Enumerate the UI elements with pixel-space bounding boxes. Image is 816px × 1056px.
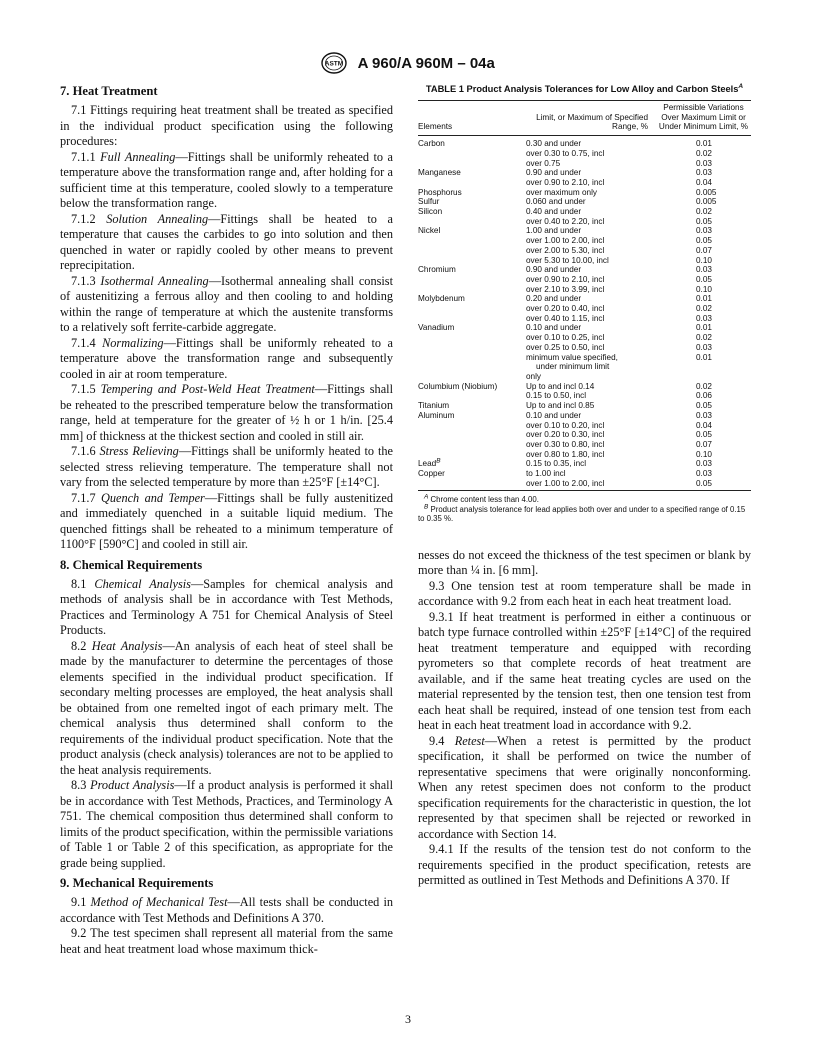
cell-limit: over 2.10 to 3.99, incl [526, 284, 605, 294]
cell-element [418, 314, 526, 324]
section-7-heading: 7. Heat Treatment [60, 84, 158, 98]
cell-limit: 0.20 and under [526, 294, 582, 304]
table-row [418, 372, 751, 382]
paragraph-9-3-1: 9.3.1 If heat treatment is performed in either a continuous or batch type furnace controlled within ±25°F [±14°C] of the required heat treatment temperature and equipped with recording pyrometers so that complete records of heat treatment are available, and if the same heat treating cycles are used on the material represented by the tension test, then one tension test from each heat shall be required, instead of one tension test from each heat in each heat treatment load in accordance with 9.2. [418, 609, 751, 733]
cell-element [418, 362, 526, 372]
cell-limit: Up to and incl 0.14 [526, 381, 595, 391]
cell-variation: 0.02 [696, 207, 712, 217]
paragraph-7-1-5: 7.1.5 Tempering and Post-Weld Heat Treatment—Fittings shall be reheated to the prescribed temperature below the transformation range, held at temperature for the greater of ½ h or 1 h/in. [25.4 mm] of thickness at the thickest section and cooled in still air. [60, 382, 393, 443]
cell-variation: 0.01 [696, 294, 712, 304]
section-8-heading: 8. Chemical Requirements [60, 557, 203, 572]
table-row [418, 168, 751, 178]
cell-limit: over 0.10 to 0.25, incl [526, 333, 605, 343]
table-row [418, 323, 751, 333]
cell-variation: 0.03 [696, 265, 712, 275]
document-id: A 960/A 960M – 04a [357, 54, 495, 72]
cell-element [418, 430, 526, 440]
cell-limit: 0.060 and under [526, 197, 586, 207]
cell-element [418, 149, 526, 159]
cell-variation: 0.01 [696, 352, 712, 362]
cell-variation: 0.01 [696, 139, 712, 149]
paragraph-7-1-2: 7.1.2 Solution Annealing—Fittings shall be heated to a temperature that causes the carbides to go into solution and then quenched in water or rapidly cooled by other means to prevent reprecipitation. [60, 211, 393, 272]
document-header [0, 52, 816, 74]
table-row [418, 391, 751, 401]
table-row [418, 440, 751, 450]
page-number: 3 [405, 1012, 411, 1026]
cell-element [418, 372, 526, 382]
table-row [418, 304, 751, 314]
cell-limit: Up to and incl 0.85 [526, 401, 595, 411]
cell-limit: 0.90 and under [526, 265, 582, 275]
cell-variation [656, 372, 751, 382]
cell-variation: 0.03 [696, 469, 712, 479]
paragraph-8-2: 8.2 Heat Analysis—An analysis of each heat of steel shall be made by the manufacturer to determine the percentages of those elements specified in the individual product specification. If secondary melting processes are employed, the heat analysis shall be obtained from one remelted ingot of each primary melt. The chemical analysis thus determined shall conform to the requirements of the individual product specification. Note that the product analysis (check analysis) tolerances are not to be applied to the heat analysis requirements. [60, 638, 393, 777]
cell-variation: 0.10 [696, 449, 712, 459]
table-row [418, 430, 751, 440]
cell-limit: under minimum limit [536, 362, 610, 372]
svg-text:ASTM: ASTM [324, 60, 344, 68]
cell-variation: 0.03 [696, 342, 712, 352]
cell-element: Sulfur [418, 197, 440, 207]
cell-variation: 0.10 [696, 284, 712, 294]
table-row [418, 149, 751, 159]
table-row [418, 343, 751, 353]
table-row [418, 314, 751, 324]
table-row [418, 236, 751, 246]
footnote-marker: B [436, 457, 441, 465]
cell-limit: over 1.00 to 2.00, incl [526, 479, 656, 491]
cell-limit: over 2.00 to 5.30, incl [526, 245, 605, 255]
table-footnotes [418, 495, 751, 524]
cell-limit: only [526, 371, 542, 381]
cell-limit: 0.10 and under [526, 410, 582, 420]
cell-element: Columbium (Niobium) [418, 381, 498, 391]
cell-limit: 0.30 and under [526, 139, 582, 149]
table-row [418, 178, 751, 188]
cell-variation: 0.03 [696, 313, 712, 323]
cell-limit: 1.00 and under [526, 226, 582, 236]
footnote-b: $^B$ Product analysis tolerance for lead applies both over and under to a specified range of 0.15 to 0.35 %. [418, 503, 746, 524]
cell-variation: 0.05 [696, 236, 712, 246]
cell-element: Nickel [418, 226, 441, 236]
cell-limit: over 0.90 to 2.10, incl [526, 274, 605, 284]
cell-limit: minimum value specified, [526, 352, 618, 362]
table-row [418, 450, 751, 460]
cell-element [418, 304, 526, 314]
table-row [418, 459, 751, 469]
cell-element [418, 391, 526, 401]
cell-element [418, 459, 526, 469]
table-row [418, 294, 751, 304]
cell-variation: 0.005 [696, 187, 717, 197]
paragraph-9-1: 9.1 Method of Mechanical Test—All tests shall be conducted in accordance with Test Methods and Definitions A 370. [60, 895, 394, 925]
table-row [418, 256, 751, 266]
cell-variation: 0.02 [696, 333, 712, 343]
cell-element [418, 256, 526, 266]
paragraph-8-3: 8.3 Product Analysis—If a product analysis is performed it shall be in accordance with Test Methods, Practices, and Terminology A 751. The chemical composition thus determined shall conform to limits of the product specification, within the permissible variations of Table 1 or Table 2 of this specification, as appropriate for the grade being supplied. [60, 778, 393, 870]
table-row [418, 401, 751, 411]
cell-variation: 0.02 [696, 304, 712, 314]
table-row [418, 362, 751, 372]
cell-limit: over 0.80 to 1.80, incl [526, 449, 605, 459]
paragraph-9-2-continued: nesses do not exceed the thickness of the test specimen or blank by more than ¼ in. [6 mm]. [418, 547, 751, 578]
cell-variation: 0.02 [696, 148, 712, 158]
paragraph-8-1: 8.1 Chemical Analysis—Samples for chemical analysis and methods of analysis shall be in accordance with Test Methods, Practices and Terminology A 751 for Chemical Analysis of Steel Products. [60, 576, 393, 637]
header-limit: Limit, or Maximum of Specified Range, % [526, 101, 656, 136]
cell-variation: 0.07 [696, 439, 712, 449]
table-row [418, 207, 751, 217]
table-row [418, 246, 751, 256]
cell-variation: 0.05 [696, 430, 712, 440]
cell-element-text: Lead [418, 459, 437, 469]
left-column [60, 84, 393, 957]
table-row [418, 188, 751, 198]
cell-variation: 0.03 [696, 459, 712, 469]
cell-variation: 0.005 [696, 197, 717, 207]
cell-element [418, 343, 526, 353]
cell-limit: over 0.40 to 2.20, incl [526, 216, 605, 226]
cell-variation: 0.03 [696, 226, 712, 236]
table-row [418, 411, 751, 421]
table-row [418, 217, 751, 227]
cell-element [418, 178, 526, 188]
cell-limit: over 0.20 to 0.40, incl [526, 304, 605, 314]
cell-element: Manganese [418, 168, 461, 178]
table-body [418, 136, 751, 491]
cell-element [418, 479, 526, 491]
cell-element: Copper [418, 469, 445, 479]
table-row [418, 353, 751, 363]
cell-variation: 0.03 [696, 410, 712, 420]
cell-element [418, 275, 526, 285]
table-row [418, 226, 751, 236]
section-9-heading: 9. Mechanical Requirements [60, 876, 214, 890]
cell-variation: 0.05 [656, 479, 751, 491]
cell-element [418, 333, 526, 343]
header-variations: Permissible Variations Over Maximum Limit or Under Minimum Limit, % [656, 101, 751, 136]
table-row [418, 382, 751, 392]
table-row [418, 469, 751, 479]
table-row [418, 159, 751, 169]
table-row [418, 275, 751, 285]
cell-limit: over 0.30 to 0.75, incl [526, 148, 605, 158]
cell-element [418, 285, 526, 295]
cell-limit: over 5.30 to 10.00, incl [526, 255, 609, 265]
cell-element [418, 217, 526, 227]
cell-limit: 0.15 to 0.50, incl [526, 391, 587, 401]
cell-limit: over 0.40 to 1.15, incl [526, 313, 605, 323]
cell-variation: 0.05 [696, 216, 712, 226]
cell-limit: 0.15 to 0.35, incl [526, 459, 587, 469]
cell-limit: over 0.20 to 0.30, incl [526, 430, 605, 440]
paragraph-9-3: 9.3 One tension test at room temperature shall be made in accordance with 9.2 from each heat in each heat treatment load. [418, 578, 751, 609]
cell-variation: 0.01 [696, 323, 712, 333]
table-row [418, 421, 751, 431]
table-row [418, 285, 751, 295]
right-column [418, 84, 751, 889]
cell-element: Chromium [418, 265, 456, 275]
cell-element [418, 159, 526, 169]
table-header-row [418, 101, 751, 136]
table-row [418, 197, 751, 207]
cell-variation: 0.04 [696, 177, 712, 187]
cell-limit: over 0.75 [526, 158, 561, 168]
cell-element [418, 246, 526, 256]
cell-limit: over 0.90 to 2.10, incl [526, 177, 605, 187]
cell-limit: over 0.30 to 0.80, incl [526, 439, 605, 449]
cell-limit: over 0.10 to 0.20, incl [526, 420, 605, 430]
cell-limit: over 0.25 to 0.50, incl [526, 342, 605, 352]
header-elements: Elements [418, 101, 526, 136]
cell-variation: 0.10 [696, 255, 712, 265]
cell-variation: 0.03 [696, 168, 712, 178]
footnote-a: $^A$ Chrome content less than 4.00. [424, 493, 539, 505]
cell-variation: 0.05 [696, 274, 712, 284]
cell-element: Carbon [418, 139, 445, 149]
cell-variation: 0.02 [696, 381, 712, 391]
cell-element: Titanium [418, 401, 450, 411]
cell-limit: 0.10 and under [526, 323, 582, 333]
cell-limit: to 1.00 incl [526, 469, 566, 479]
astm-logo-icon [321, 52, 347, 74]
cell-variation: 0.06 [696, 391, 712, 401]
table-row [418, 333, 751, 343]
table-row [418, 265, 751, 275]
table-1-caption: TABLE 1 Product Analysis Tolerances for Low Alloy and Carbon Steels$^A$ [425, 82, 744, 94]
cell-variation: 0.03 [696, 158, 712, 168]
cell-limit: over 1.00 to 2.00, incl [526, 236, 605, 246]
cell-element [418, 450, 526, 460]
cell-element: Phosphorus [418, 187, 462, 197]
right-body-text [418, 548, 751, 889]
cell-limit: over maximum only [526, 187, 597, 197]
paragraph-7-1-3: 7.1.3 Isothermal Annealing—Isothermal annealing shall consist of austenitizing a ferrous alloy and then cooling to and holding within the range of temperature at which the austenite transforms to a relatively soft ferrite-carbide aggregate. [60, 273, 393, 334]
paragraph-7-1: 7.1 Fittings requiring heat treatment shall be treated as specified in the individual product specification using the following procedures: [60, 103, 393, 148]
cell-element [418, 236, 526, 246]
paragraph-7-1-4: 7.1.4 Normalizing—Fittings shall be uniformly reheated to a temperature above the transformation range and subsequently cooled in air at room temperature. [60, 335, 393, 381]
paragraph-9-4-1: 9.4.1 If the results of the tension test do not conform to the requirements specified in the product specification, retests are permitted as outlined in Test Methods and Definitions A 370. If [418, 842, 751, 888]
cell-element: Molybdenum [418, 294, 465, 304]
cell-variation: 0.04 [696, 420, 712, 430]
cell-element: Vanadium [418, 323, 455, 333]
cell-limit: 0.40 and under [526, 207, 582, 217]
table-row [418, 479, 751, 491]
table-1 [418, 100, 751, 491]
cell-element: Silicon [418, 207, 443, 217]
table-row [418, 136, 751, 149]
paragraph-9-2: 9.2 The test specimen shall represent all material from the same heat and heat treatment load whose maximum thick- [60, 926, 393, 956]
paragraph-7-1-6: 7.1.6 Stress Relieving—Fittings shall be uniformly heated to the selected stress relieving temperature. The temperature shall not vary from the selected temperature by more than ±25°F [±14°C]. [60, 444, 393, 489]
cell-element [418, 421, 526, 431]
cell-variation: 0.05 [696, 401, 712, 411]
cell-element [418, 440, 526, 450]
paragraph-7-1-1: 7.1.1 Full Annealing—Fittings shall be uniformly reheated to a temperature above the transformation range and, after holding for a sufficient time at this temperature, cooled slowly to a temperature below the transformation range. [60, 149, 394, 210]
cell-element: Aluminum [418, 410, 455, 420]
paragraph-7-1-7: 7.1.7 Quench and Temper—Fittings shall be fully austenitized and immediately quenched in a suitable liquid medium. The quenched fittings shall be reheated to a minimum temperature of 1100°F [590°C] and cooled in still air. [60, 490, 393, 551]
cell-variation [656, 362, 751, 372]
cell-element [418, 353, 526, 363]
cell-variation: 0.07 [696, 245, 712, 255]
paragraph-9-4: 9.4 Retest—When a retest is permitted by the product specification, it shall be performed on twice the number of representative specimens that were originally nonconforming. When any retest specimen does not conform to the product specification requirements for the characteristic in question, the lot represented by that specimen shall be rejected or reworked in accordance with Section 14. [418, 733, 751, 841]
cell-limit: 0.90 and under [526, 168, 582, 178]
